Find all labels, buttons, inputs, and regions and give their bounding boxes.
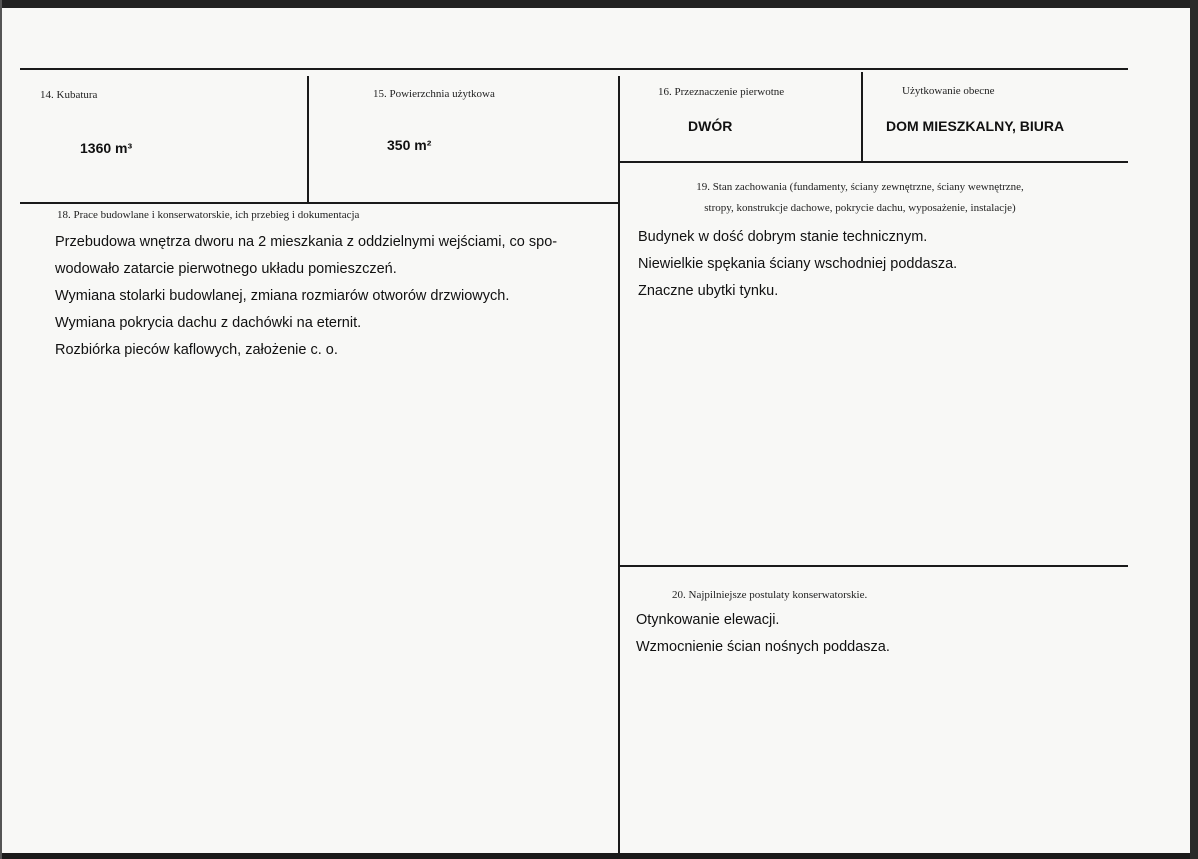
kubatura-value: 1360 m³ [80,140,133,156]
prace-line: Wymiana pokrycia dachu z dachówki na eternit. [55,315,362,331]
prace-line: wodowało zatarcie pierwotnego układu pomieszczeń. [55,261,397,277]
divider-14-15 [307,76,309,204]
scan-edge-left [0,0,2,859]
postulaty-text [636,607,890,661]
prace-label: 18. Prace budowlane i konserwatorskie, ich przebieg i dokumentacja [57,209,360,221]
stan-text [638,224,957,305]
prace-text [55,229,557,364]
stan-line: Budynek w dość dobrym stanie technicznym. [638,229,928,245]
stan-line: Niewielkie spękania ściany wschodniej poddasza. [638,256,958,272]
divider-main [618,76,620,856]
powierzchnia-label: 15. Powierzchnia użytkowa [373,88,495,100]
line-under-16-17 [618,161,1128,163]
postulaty-line: Wzmocnienie ścian nośnych poddasza. [636,639,890,655]
stan-label-line: 19. Stan zachowania (fundamenty, ściany zewnętrzne, ściany wewnętrzne, [696,181,1024,193]
kubatura-label: 14. Kubatura [40,89,98,101]
prace-line: Wymiana stolarki budowlanej, zmiana rozmiarów otworów drzwiowych. [55,288,510,304]
prace-line: Przebudowa wnętrza dworu na 2 mieszkania z oddzielnymi wejściami, co spo- [55,234,558,250]
scan-edge-bottom [0,853,1198,859]
postulaty-label: 20. Najpilniejsze postulaty konserwatorskie. [672,589,868,601]
top-border-line [20,68,1128,70]
stan-label-line: stropy, konstrukcje dachowe, pokrycie dachu, wyposażenie, instalacje) [704,202,1016,214]
scan-edge-top [0,0,1198,8]
uzytkowanie-value: DOM MIESZKALNY, BIURA [886,118,1065,134]
stan-line: Znaczne ubytki tynku. [638,283,779,299]
uzytkowanie-label: Użytkowanie obecne [902,85,995,97]
divider-16-17 [861,72,863,162]
powierzchnia-value: 350 m² [387,137,432,153]
prace-line: Rozbiórka pieców kaflowych, założenie c. o. [55,342,338,358]
scan-edge-right [1190,0,1198,859]
przeznaczenie-value: DWÓR [688,118,733,134]
postulaty-line: Otynkowanie elewacji. [636,612,780,628]
line-under-14-15 [20,202,618,204]
line-above-20 [618,565,1128,567]
przeznaczenie-label: 16. Przeznaczenie pierwotne [658,86,785,98]
stan-label [650,177,1070,219]
